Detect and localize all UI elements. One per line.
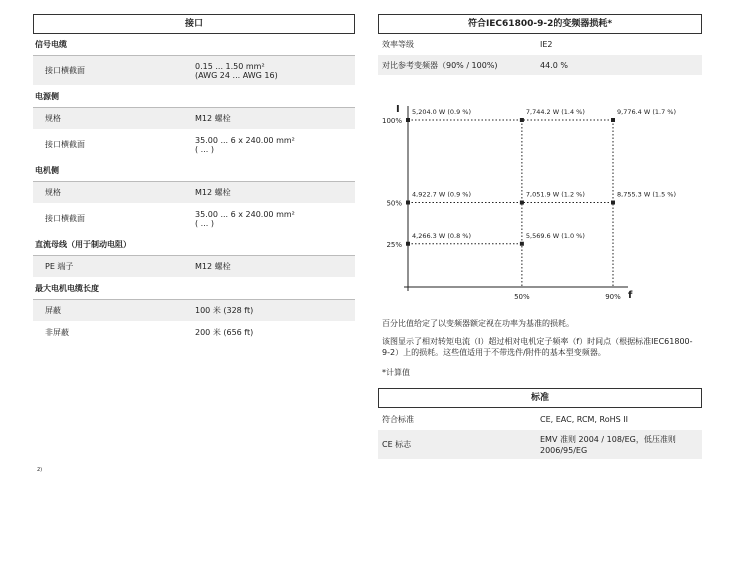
interface-section — [33, 14, 355, 344]
x-tick-label: 50% — [514, 293, 530, 301]
table-row — [33, 300, 355, 322]
table-row — [378, 430, 702, 460]
value-line: 0.15 ... 1.50 mm² — [195, 61, 265, 71]
x-tick-label: 90% — [605, 293, 621, 301]
y-tick-label: 25% — [386, 240, 402, 249]
table-row — [33, 182, 355, 204]
data-point — [406, 118, 410, 122]
data-point — [611, 118, 615, 122]
data-point — [611, 201, 615, 205]
signal-cable-group — [33, 34, 355, 86]
table-row — [33, 56, 355, 86]
y-axis-label: I — [396, 104, 400, 115]
table-row — [33, 130, 355, 160]
data-point — [406, 242, 410, 246]
power-side-group — [33, 86, 355, 160]
group-title: 直流母线（用于制动电阻） — [33, 234, 355, 256]
chart-explanation: 该图显示了相对转矩电流（I）超过相对电机定子频率（f）时间点（根据标准IEC61800-9-2）上的损耗。这些值适用于不带选件/附件的基本型变频器。 — [382, 337, 693, 357]
value-line: ( ... ) — [195, 218, 214, 228]
calculated-note: *计算值 — [382, 368, 410, 377]
row-value: 200 米 (656 ft) — [195, 328, 254, 337]
data-label: 7,744.2 W (1.4 %) — [525, 108, 585, 116]
data-label: 4,922.7 W (0.9 %) — [412, 190, 472, 199]
data-label: 4,266.3 W (0.8 %) — [412, 231, 472, 240]
row-label: 效率等级 — [382, 39, 414, 49]
chart-description: 百分比值给定了以变频器额定视在功率为基准的损耗。 — [382, 319, 574, 328]
table-row — [378, 55, 702, 76]
row-value: 44.0 % — [540, 60, 568, 70]
row-label: 规格 — [45, 114, 61, 123]
dc-link-group — [33, 234, 355, 278]
data-label: 9,776.4 W (1.7 %) — [617, 108, 677, 116]
value-line: 35.00 ... 6 x 240.00 mm² — [195, 135, 295, 145]
row-value: CE, EAC, RCM, RoHS II — [540, 415, 628, 424]
value-line: ( ... ) — [195, 144, 214, 154]
row-label: 非屏蔽 — [45, 328, 69, 337]
standards-table — [378, 410, 702, 460]
data-point — [520, 201, 524, 205]
group-title: 电源侧 — [33, 86, 355, 108]
motor-side-group — [33, 160, 355, 234]
losses-header: 符合IEC61800-9-2的变频器损耗* — [378, 14, 702, 34]
interface-header: 接口 — [33, 14, 355, 34]
table-row — [33, 204, 355, 234]
footnote: 2) — [37, 467, 43, 473]
row-label: 对比参考变频器（90% / 100%) — [382, 60, 498, 70]
value-line: (AWG 24 ... AWG 16) — [195, 70, 278, 80]
row-label: 接口横截面 — [45, 66, 85, 75]
data-label: 8,755.3 W (1.5 %) — [617, 190, 677, 199]
row-label: PE 端子 — [45, 262, 74, 271]
data-label: 5,204.0 W (0.9 %) — [412, 108, 472, 116]
row-value: IE2 — [540, 39, 553, 49]
data-label: 5,569.6 W (1.0 %) — [525, 231, 585, 240]
row-label: CE 标志 — [382, 440, 412, 449]
group-title: 电机侧 — [33, 160, 355, 182]
table-row — [378, 410, 702, 430]
group-title: 信号电缆 — [33, 34, 355, 56]
row-value: M12 螺栓 — [195, 262, 231, 271]
data-label: 7,051.9 W (1.2 %) — [525, 190, 585, 199]
row-value: M12 螺栓 — [195, 114, 231, 123]
x-axis-label: f — [628, 290, 633, 301]
table-row — [33, 108, 355, 130]
row-value — [195, 136, 355, 154]
row-label: 接口横截面 — [45, 214, 85, 223]
row-value: EMV 准则 2004 / 108/EG，低压准则 2006/95/EG — [540, 434, 676, 455]
loss-chart — [378, 98, 702, 318]
data-point — [520, 242, 524, 246]
data-point — [406, 201, 410, 205]
standards-header: 标准 — [378, 388, 702, 408]
table-row — [33, 256, 355, 278]
losses-section — [378, 14, 702, 484]
max-cable-length-group — [33, 278, 355, 344]
table-row — [33, 322, 355, 344]
row-value — [195, 62, 355, 80]
row-label: 接口横截面 — [45, 140, 85, 149]
y-tick-label: 50% — [386, 199, 402, 208]
row-label: 屏蔽 — [45, 306, 61, 315]
value-line: 35.00 ... 6 x 240.00 mm² — [195, 209, 295, 219]
row-value — [195, 210, 355, 228]
row-label: 符合标准 — [382, 415, 414, 424]
row-value: M12 螺栓 — [195, 188, 231, 197]
group-title: 最大电机电缆长度 — [33, 278, 355, 300]
table-row — [378, 34, 702, 55]
y-tick-label: 100% — [381, 117, 402, 125]
row-label: 规格 — [45, 188, 61, 197]
data-point — [520, 118, 524, 122]
row-value: 100 米 (328 ft) — [195, 306, 254, 315]
